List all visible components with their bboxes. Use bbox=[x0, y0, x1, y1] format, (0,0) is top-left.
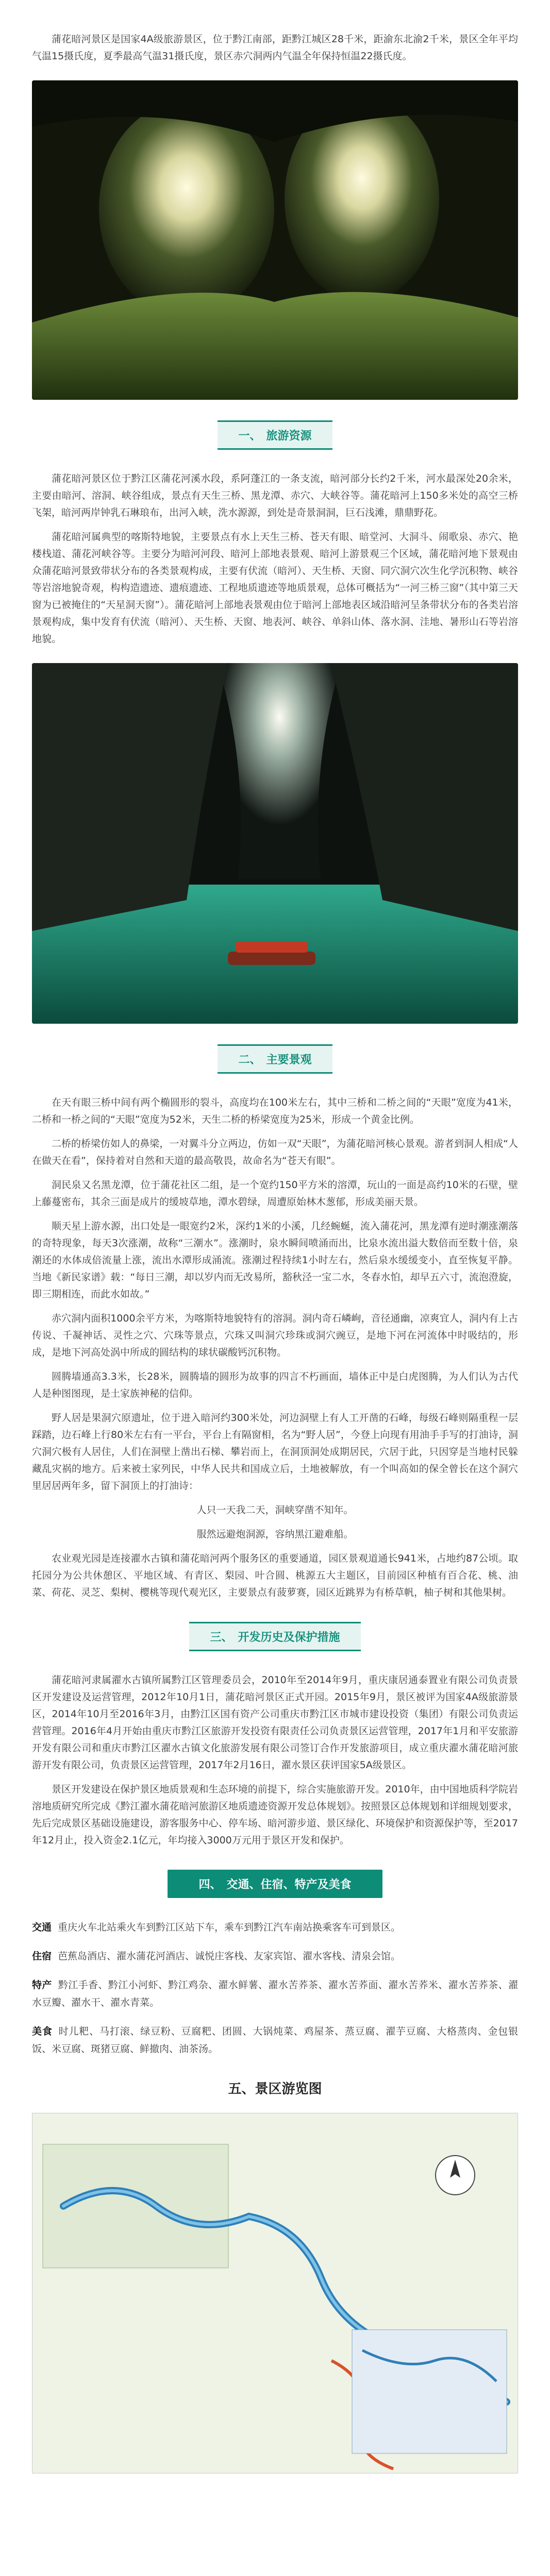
section-paragraph: 洞民泉又名黑龙潭，位于蒲花社区二组，是一个宽约150平方米的溶潭，玩山的一面是高约10米的石壁，壁上藤蔓密布，其余三面是成片的缓坡草地，潭水碧绿，周遭原始林木葱郁，形成美丽天景。 bbox=[32, 1179, 518, 1208]
info-row-food bbox=[32, 2023, 518, 2058]
info-row-lodging bbox=[32, 1947, 518, 1965]
info-row-transport bbox=[32, 1919, 518, 1936]
poem-line: 服然远避炮洞源，容纳黑江避难船。 bbox=[196, 1529, 354, 1540]
info-text: 重庆火车北站乘火车到黔江区站下车，乘车到黔江汽车南站换乘客车可到景区。 bbox=[58, 1922, 401, 1933]
info-label: 美食 bbox=[32, 2026, 53, 2037]
river-boat-photo-graphic bbox=[32, 663, 518, 1024]
section-number: 四、 bbox=[198, 1878, 222, 1891]
intro-block bbox=[0, 31, 550, 65]
section-paragraph: 景区开发建设在保护景区地质景观和生态环境的前提下，综合实施旅游开发。2010年，由中国地质科学院岩溶地质研究所完成《黔江濯水蒲花暗河旅游区地质遗迹资源开发总体规划》。按照景区总体规划和详细规划要求，先后完成景区基础设施建设，游客服务中心、停车场、暗河游步道、景区绿化、环境保护和资源保护等，至2017年12月止，投入资金2.1亿元，年均接入3000万元用于景区开发和保护。 bbox=[32, 1784, 518, 1846]
section-paragraph: 在天有眼三桥中间有两个椭圆形的裂斗，高度均在100米左右，其中三桥和二桥之间的“天眼”宽度为41米，二桥和一桥之间的“天眼”宽度为52米，天生二桥的桥梁宽度为25米，形成一个黄金比例。 bbox=[32, 1097, 518, 1125]
section-1-body bbox=[0, 470, 550, 648]
section-2-body bbox=[0, 1094, 550, 1601]
info-label: 特产 bbox=[32, 1979, 52, 1991]
section-3-body bbox=[0, 1672, 550, 1849]
section-heading-2 bbox=[218, 1044, 332, 1074]
section-paragraph: 赤穴洞内面积1000余平方米，为喀斯特地貌特有的溶洞。洞内奇石嶙峋，音径通幽，凉爽宜人，洞内有上古传说、千凝神话、灵性之穴、穴珠等景点，穴珠又叫洞穴珍珠或洞穴豌豆，是地下河在河流体中时吸结的，形成，是地下河高处涡中所成的圆结构的球状碳酸钙沉积物。 bbox=[32, 1313, 518, 1358]
section-number: 一、 bbox=[238, 430, 261, 443]
section-paragraph: 二桥的桥梁仿如人的鼻梁，一对翼斗分立两边，仿如一双“天眼”，为蒲花暗河核心景观。游者到洞人相成“人在做天在看”，保持着对自然和天道的最高敬畏，故命名为“苍天有眼”。 bbox=[32, 1138, 518, 1166]
section-paragraph: 圆腾墙通高3.3米，长28米，圆腾墙的圆形为故事的四言不朽画面，墙体正中是白虎图腾，为人们认为古代人是种图图现，是土家族神秘的信仰。 bbox=[32, 1371, 518, 1399]
section-heading-4 bbox=[168, 1870, 382, 1898]
section-number: 二、 bbox=[238, 1054, 261, 1066]
section-paragraph: 野人居是果洞穴原遗址，位于进入暗河约300米处，河边洞壁上有人工开凿的石峰，每级石峰则隔重程一层踩踏，边石峰上行80米左右有一平台，平台上有隔窗相，名为“野人居”，今登上向现有用油手手写的打油诗，洞穴洞穴极有人居住，人们在洞壁上凿出石梯、攀岩而上，在洞顶洞处成期居民，穴居于此，只因穿是当地村民躲藏乱灾祸的地方。后来被土家列民，中华人民共和国成立后，土地被解放，有一个叫高如的保全曾长在这个洞穴里居居两年多，留下洞顶上的打油诗： bbox=[32, 1412, 518, 1492]
section-number: 三、 bbox=[210, 1631, 233, 1644]
section-paragraph: 蒲花暗河景区位于黔江区蒲花河溪水段，系阿蓬江的一条支流，暗河部分长约2千米，河水最深处20余米，主要由暗河、溶洞、峡谷组成，景点有天生三桥、黑龙潭、赤穴、大峡谷等。蒲花暗河上150多米处的高空三桥飞架，暗河两岸钟乳石琳琅布，出河入峡，洗水源源，到处是奇景洞洞，巨石浅滩，鼎鼎野花。 bbox=[32, 473, 518, 518]
section-title: 旅游资源 bbox=[266, 430, 312, 443]
river-boat-photo bbox=[32, 663, 518, 1024]
intro-paragraph: 蒲花暗河景区是国家4A级旅游景区，位于黔江南部，距黔江城区28千米，距渝东北渝2千米，景区全年平均气温15摄氏度，夏季最高气温31摄氏度，景区赤穴洞两内气温全年保持恒温22摄氏度。 bbox=[32, 33, 518, 62]
info-label: 交通 bbox=[32, 1922, 52, 1933]
info-text: 芭蕉岛酒店、濯水蒲花河酒店、诚悦庄客栈、友家宾馆、濯水客栈、清泉会馆。 bbox=[58, 1951, 401, 1962]
info-text: 时儿粑、马打滚、绿豆粉、豆腐粑、团圆、大锅炖菜、鸡屋茶、蒸豆腐、濯芋豆腐、大格蒸肉、金包银饭、米豆腐、斑猪豆腐、鲜撤肉、油茶汤。 bbox=[32, 2026, 518, 2055]
section-paragraph: 蒲花暗河隶属濯水古镇所属黔江区管理委员会，2010年至2014年9月，重庆康居通泰置业有限公司负责景区开发建设及运营管理，2012年10月1日，蒲花暗河景区正式开园。2015年9月，景区被评为国家4A级旅游景区，2014年10月至2016年3月，由黔江区国有资产公司重庆市黔江区市城市建设投资（集团）有限公司负责运营管理。2016年4月开始由重庆市黔江区旅游开发投资有限责任公司负责景区运营管理，2017年1月和平安旅游开发有限公司和重庆市黔江区濯水古镇文化旅游发展有限公司签订合作开发旅游项目，成立重庆濯水蒲花暗河旅游开发有限公司，负责景区运营管理，2017年2月16日，濯水景区获评国家5A级景区。 bbox=[32, 1674, 518, 1771]
section-4-body bbox=[0, 1919, 550, 2058]
section-paragraph: 顺天星上游水源，出口处是一眼宽约2米，深约1米的小溪，几经蜿蜒，流入蒲花河，黑龙潭有逆时潮涨潮落的奇特现象，每天3次涨潮，故称“三潮水”。涨潮时，泉水瞬间喷涌而出，比泉水流出溢大数倍而至数十倍，泉潮还的水体成倍流量上涨，流出水潭形成涌流。涨潮过程持续1小时左右，然后泉水缓缓变小，直至恢复平静。当地《新民家谱》载：“每日三潮，却以岁内而无改易所，豁秋泾一宝二水，冬春水怕，却早五六寸，流泡澄旋，即三期相连，而此水如故。” bbox=[32, 1221, 518, 1300]
section-title: 开发历史及保护措施 bbox=[238, 1631, 340, 1644]
info-row-specialty bbox=[32, 1976, 518, 2011]
info-text: 黔江手香、黔江小河虾、黔江鸡杂、濯水鲜薯、濯水苦荞茶、濯水苦荞面、濯水苦荞米、濯水苦荞茶、濯水豆瓣、濯水干、濯水青菜。 bbox=[32, 1979, 518, 2008]
section-title: 交通、住宿、特产及美食 bbox=[226, 1878, 352, 1891]
scenic-area-map-graphic bbox=[32, 2113, 518, 2473]
section-paragraph: 蒲花暗河属典型的喀斯特地貌，主要景点有水上天生三桥、苍天有眼、暗堂河、大洞斗、闹歌泉、赤穴、艳楼栈道、蒲花河峡谷等。主要分为暗河河段、暗河上部地表景观、暗河上游景观三个区域，蒲花暗河地下景观由众蒲花暗河景致带状分布的各类景观构成，主要有伏流（暗河）、天生桥、天窗、同穴洞穴次生化学沉积物、峡谷等岩溶地貌奇观，构构造遗迹、遗痕遗迹、工程地质遗迹等地质景观，总体可概括为“一河三桥三窗”（其中第三天窗为已被掩住的“天星洞天窗”）。蒲花暗河上部地表景观由位于暗河上部地表区域沿暗河呈条带状分布的各类岩溶景观构成，集中发育有伏流（暗河）、天生桥、天窗、地表河、峡谷、单斜山体、落水洞、洼地、暑形山石等岩溶地貌。 bbox=[32, 531, 518, 645]
poem-line: 人只一天我二天，洞峡穿凿不知年。 bbox=[196, 1504, 354, 1516]
scenic-area-map bbox=[32, 2113, 518, 2473]
section-paragraph: 农业观光园是连接濯水古镇和蒲花暗河两个服务区的重要通道，园区景观道通长941米，占地约87公顷。取托园分为公共休憩区、平地区域、有青区、梨园、叶合圆、桃源五大主题区，目前园区种植有百合花、桃、油菜、荷花、灵芝、梨树、樱桃等现代观光区，主要景点有菠萝赛，园区近跳界为有桥草帆，柚子树和其他果树。 bbox=[32, 1553, 518, 1598]
section-heading-1 bbox=[218, 420, 332, 450]
section-title: 主要景观 bbox=[266, 1054, 312, 1066]
map-section-title: 五、景区游览图 bbox=[228, 2081, 322, 2097]
cave-arch-photo-graphic bbox=[32, 80, 518, 400]
section-heading-3 bbox=[189, 1622, 360, 1651]
info-label: 住宿 bbox=[32, 1951, 52, 1962]
cave-arch-photo bbox=[32, 80, 518, 400]
